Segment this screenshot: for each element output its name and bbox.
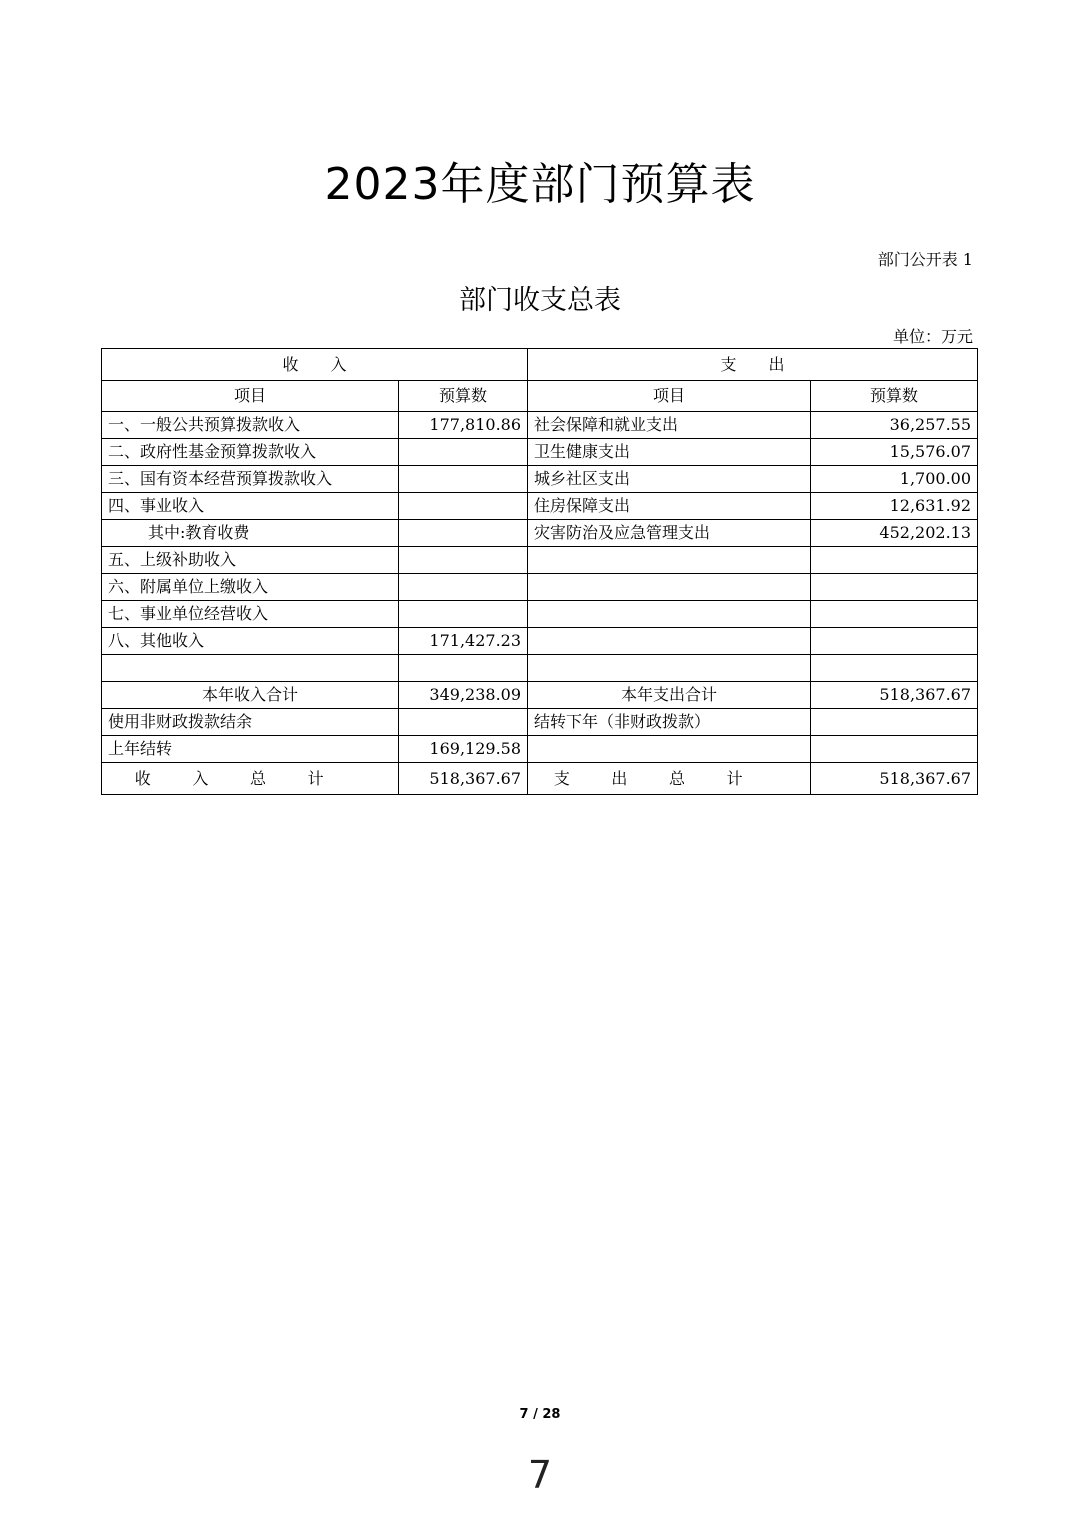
income-grand-label: [102, 763, 399, 795]
prev-carry-expense-item: [528, 736, 811, 763]
sheet-title: 部门收支总表: [459, 285, 621, 316]
income-amount-cell: [399, 574, 528, 601]
income-item-cell: 其中:教育收费: [102, 520, 399, 547]
expense-amount-cell: 12,631.92: [811, 493, 978, 520]
unused-nonfiscal-label: 使用非财政拨款结余: [102, 709, 399, 736]
income-item-cell: 六、附属单位上缴收入: [102, 574, 399, 601]
income-grand-total: 518,367.67: [399, 763, 528, 795]
document-title: 2023年度部门预算表: [324, 159, 756, 210]
income-item-cell: 三、国有资本经营预算拨款收入: [102, 466, 399, 493]
table-row: [102, 655, 978, 682]
expense-grand-label-text: 支出总计: [553, 768, 785, 788]
income-amount-cell: [399, 655, 528, 682]
expense-item-cell: 城乡社区支出: [528, 466, 811, 493]
expense-grand-total: 518,367.67: [811, 763, 978, 795]
page-number: 7: [527, 1453, 553, 1497]
carry-next-amount: [811, 709, 978, 736]
expense-item-cell: [528, 628, 811, 655]
unused-nonfiscal-amount: [399, 709, 528, 736]
year-income-total: 349,238.09: [399, 682, 528, 709]
income-item-cell: [102, 655, 399, 682]
year-expense-total: 518,367.67: [811, 682, 978, 709]
page-counter: 7 / 28: [519, 1407, 561, 1422]
income-amount-cell: [399, 601, 528, 628]
table-row: [102, 601, 978, 628]
income-amount-cell: [399, 493, 528, 520]
prev-carry-label: 上年结转: [102, 736, 399, 763]
income-amount-cell: [399, 520, 528, 547]
prev-carry-expense-amount: [811, 736, 978, 763]
income-item-header: 项目: [102, 381, 399, 412]
income-amount-header: 预算数: [399, 381, 528, 412]
column-header-row: [102, 381, 978, 412]
expense-header: 支 出: [528, 349, 978, 381]
income-grand-label-text: 收入总计: [134, 768, 366, 788]
carry-next-label: 结转下年（非财政拨款）: [528, 709, 811, 736]
year-total-row: [102, 682, 978, 709]
grand-total-row: [102, 763, 978, 795]
expense-item-cell: [528, 574, 811, 601]
expense-item-cell: 灾害防治及应急管理支出: [528, 520, 811, 547]
prev-carry-row: [102, 736, 978, 763]
budget-table-body: [102, 349, 978, 795]
table-row: [102, 412, 978, 439]
expense-item-cell: [528, 547, 811, 574]
expense-amount-header: 预算数: [811, 381, 978, 412]
expense-item-header: 项目: [528, 381, 811, 412]
expense-item-cell: 卫生健康支出: [528, 439, 811, 466]
expense-amount-cell: [811, 601, 978, 628]
table-row: [102, 520, 978, 547]
expense-amount-cell: 1,700.00: [811, 466, 978, 493]
expense-item-cell: 社会保障和就业支出: [528, 412, 811, 439]
prev-carry-amount: 169,129.58: [399, 736, 528, 763]
budget-table: [101, 348, 978, 795]
expense-amount-cell: 452,202.13: [811, 520, 978, 547]
income-item-cell: 八、其他收入: [102, 628, 399, 655]
income-amount-cell: [399, 547, 528, 574]
income-item-cell: 一、一般公共预算拨款收入: [102, 412, 399, 439]
unit-label: 单位：万元: [892, 327, 973, 346]
income-amount-cell: [399, 439, 528, 466]
expense-amount-cell: [811, 547, 978, 574]
table-code: 部门公开表 1: [877, 250, 973, 269]
expense-item-cell: [528, 601, 811, 628]
expense-amount-cell: [811, 574, 978, 601]
income-item-cell: 二、政府性基金预算拨款收入: [102, 439, 399, 466]
year-income-total-label: 本年收入合计: [102, 682, 399, 709]
expense-amount-cell: 36,257.55: [811, 412, 978, 439]
income-item-cell: 七、事业单位经营收入: [102, 601, 399, 628]
income-amount-cell: 171,427.23: [399, 628, 528, 655]
nonfiscal-row: [102, 709, 978, 736]
expense-grand-label: [528, 763, 811, 795]
expense-amount-cell: 15,576.07: [811, 439, 978, 466]
expense-item-cell: [528, 655, 811, 682]
table-row: [102, 493, 978, 520]
income-amount-cell: [399, 466, 528, 493]
income-item-cell: 四、事业收入: [102, 493, 399, 520]
income-amount-cell: 177,810.86: [399, 412, 528, 439]
table-row: [102, 439, 978, 466]
table-row: [102, 547, 978, 574]
income-item-cell: 五、上级补助收入: [102, 547, 399, 574]
table-row: [102, 574, 978, 601]
table-row: [102, 466, 978, 493]
income-header: 收 入: [102, 349, 528, 381]
year-expense-total-label: 本年支出合计: [528, 682, 811, 709]
table-row: [102, 628, 978, 655]
expense-amount-cell: [811, 628, 978, 655]
expense-item-cell: 住房保障支出: [528, 493, 811, 520]
group-header-row: [102, 349, 978, 381]
expense-amount-cell: [811, 655, 978, 682]
